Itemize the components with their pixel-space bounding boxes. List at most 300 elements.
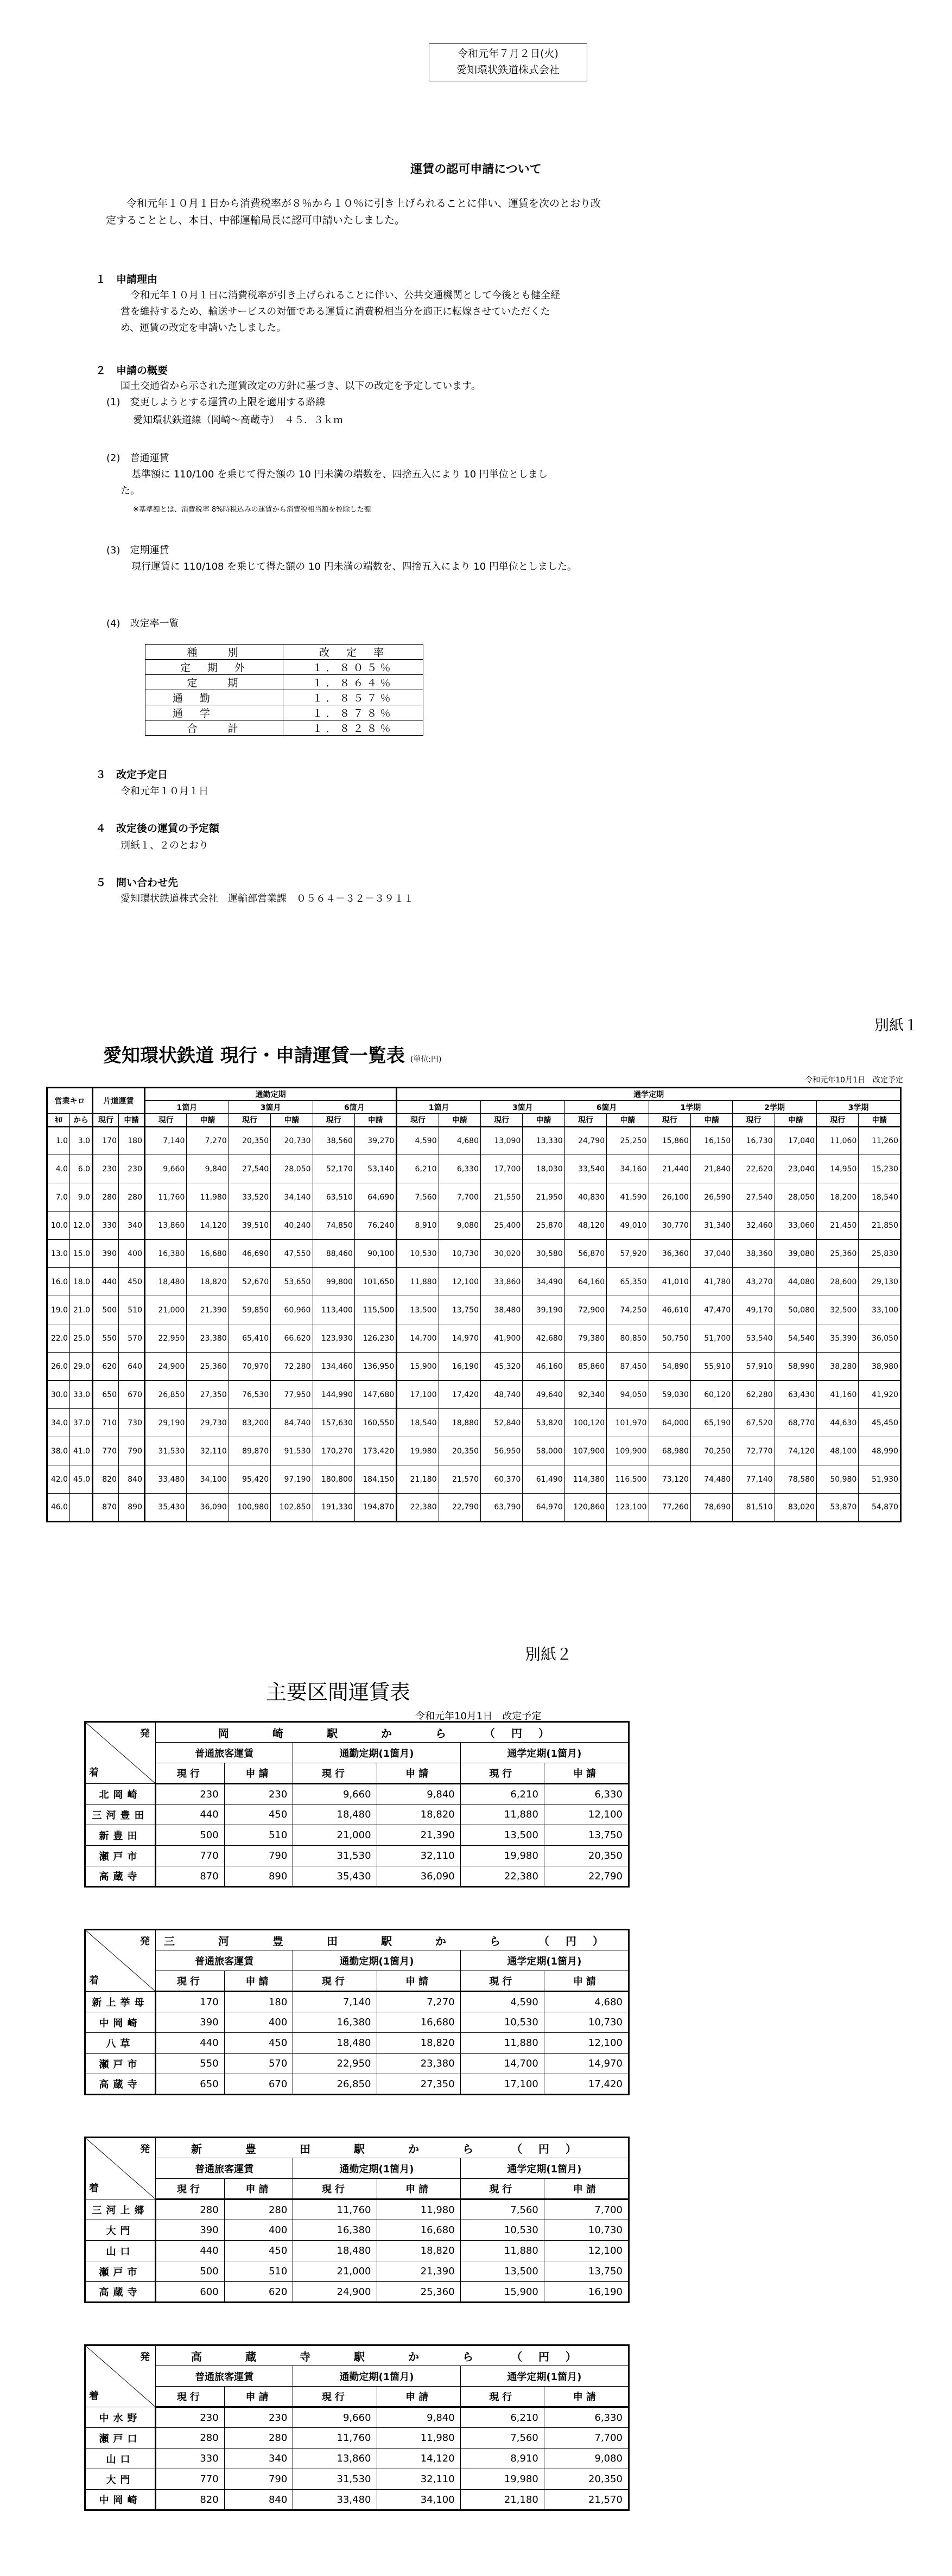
fare-cell: 78,690 xyxy=(690,1494,732,1522)
fare-cell: 510 xyxy=(224,2261,293,2282)
fare-cell: 160,550 xyxy=(354,1409,396,1437)
km-header: 営業キロ xyxy=(47,1088,93,1114)
fare-cell: 21,390 xyxy=(377,2261,460,2282)
fare-row xyxy=(47,1296,901,1324)
fare-cell: 14,970 xyxy=(544,2054,629,2074)
current-header: 現行 xyxy=(156,1763,225,1784)
fare-cell: 57,910 xyxy=(733,1353,775,1381)
fare-subheader-row xyxy=(47,1114,901,1127)
rate-row xyxy=(145,660,423,675)
applied-header: 申請 xyxy=(690,1114,732,1127)
fare-cell: 31,340 xyxy=(690,1212,732,1240)
station-header-row xyxy=(85,2345,629,2366)
fare-cell: 670 xyxy=(224,2074,293,2095)
intro-paragraph xyxy=(106,195,611,229)
current-header: 現行 xyxy=(397,1114,439,1127)
fare-cell: 53,140 xyxy=(354,1155,396,1183)
fare-cell: 7,560 xyxy=(460,2428,544,2449)
fare-cell: 65,350 xyxy=(607,1268,649,1296)
fare-cell: 21,000 xyxy=(293,1825,377,1846)
fare-cell: 790 xyxy=(224,2469,293,2490)
station-header: 三 河 豊 田 駅 か ら （円） xyxy=(156,1930,629,1950)
fare-cell: 74,120 xyxy=(775,1437,816,1465)
fare-cell: 51,700 xyxy=(690,1324,732,1353)
fare-cell: 29,730 xyxy=(187,1409,229,1437)
fare-row xyxy=(47,1353,901,1381)
fare-cell: 107,900 xyxy=(564,1437,606,1465)
fare-cell: 46.0 xyxy=(47,1494,70,1522)
rate-row xyxy=(145,705,423,720)
fare-cell: 9,840 xyxy=(377,1784,460,1805)
fare-cell: 41,780 xyxy=(690,1268,732,1296)
fare-cell: 4.0 xyxy=(47,1155,70,1183)
current-header: 現行 xyxy=(481,1114,523,1127)
fare-cell: 97,190 xyxy=(271,1465,313,1494)
fare-cell: 52,170 xyxy=(313,1155,354,1183)
fare-cell: 147,680 xyxy=(354,1381,396,1409)
station-name: 新豊田 xyxy=(85,1825,156,1846)
fare-cell: 230 xyxy=(224,2407,293,2428)
sec2-p1-heading: (1) 変更しようとする運賃の上限を適用する路線 xyxy=(106,397,326,408)
rate-value: １．８７８％ xyxy=(283,705,423,720)
fare-cell: 28,050 xyxy=(775,1183,816,1212)
fare-cell: 10,730 xyxy=(544,2220,629,2241)
fare-cell: 90,100 xyxy=(354,1240,396,1268)
fare-cell: 7,700 xyxy=(439,1183,480,1212)
station-name: 山口 xyxy=(85,2241,156,2261)
current-header: 現行 xyxy=(733,1114,775,1127)
fare-cell: 70,970 xyxy=(229,1353,270,1381)
attachment1-title xyxy=(103,1041,441,1067)
fare-cell: 19,980 xyxy=(460,2469,544,2490)
fare-cell: 11,980 xyxy=(377,2428,460,2449)
school-period: 3箇月 xyxy=(481,1101,565,1114)
fare-cell: 58,990 xyxy=(775,1353,816,1381)
fare-cell: 53,870 xyxy=(817,1494,859,1522)
fare-cell: 670 xyxy=(119,1381,145,1409)
fare-cell: 13.0 xyxy=(47,1240,70,1268)
fare-cell: 620 xyxy=(93,1353,119,1381)
fare-cell: 280 xyxy=(119,1183,145,1212)
fare-row xyxy=(47,1465,901,1494)
fare-cell: 6,210 xyxy=(397,1155,439,1183)
fare-cell: 770 xyxy=(156,2469,225,2490)
corner-cell xyxy=(85,2138,156,2199)
fare-cell: 390 xyxy=(93,1240,119,1268)
fare-cell: 20,350 xyxy=(544,1846,629,1866)
fare-cell: 48,740 xyxy=(481,1381,523,1409)
attachment2-title: 主要区間運賃表 xyxy=(266,1680,411,1704)
fare-cell: 10,530 xyxy=(460,2220,544,2241)
fare-cell: 9,660 xyxy=(293,2407,377,2428)
departure-label: 発 xyxy=(140,1936,150,1947)
fare-cell: 4,680 xyxy=(544,1992,629,2012)
fare-cell: 21,550 xyxy=(481,1183,523,1212)
fare-cell: 790 xyxy=(119,1437,145,1465)
fare-cell: 29,130 xyxy=(859,1268,901,1296)
station-row xyxy=(85,2282,629,2303)
fare-cell: 81,510 xyxy=(733,1494,775,1522)
fare-row xyxy=(47,1437,901,1465)
rate-label: 通 勤 xyxy=(145,690,283,705)
fare-cell: 64,160 xyxy=(564,1268,606,1296)
station-name: 瀬戸市 xyxy=(85,2054,156,2074)
fare-cell: 870 xyxy=(156,1866,225,1887)
fare-cell: 840 xyxy=(119,1465,145,1494)
subheader-row xyxy=(85,2387,629,2407)
fare-cell: 102,850 xyxy=(271,1494,313,1522)
fare-cell: 14,700 xyxy=(397,1324,439,1353)
fare-cell: 6,210 xyxy=(460,2407,544,2428)
fare-cell: 22,380 xyxy=(460,1866,544,1887)
fare-cell: 33.0 xyxy=(70,1381,93,1409)
fare-cell: 15,900 xyxy=(397,1353,439,1381)
fare-cell: 27,540 xyxy=(733,1183,775,1212)
fare-cell: 31,530 xyxy=(145,1437,187,1465)
fare-cell: 74,480 xyxy=(690,1465,732,1494)
fare-cell: 50,080 xyxy=(775,1296,816,1324)
rate-value: １．８６４％ xyxy=(283,675,423,690)
fare-cell: 12,100 xyxy=(544,2033,629,2054)
fare-cell: 23,380 xyxy=(377,2054,460,2074)
station-row xyxy=(85,2012,629,2033)
sec1-heading: １ 申請理由 xyxy=(96,273,158,285)
fare-cell: 20,350 xyxy=(229,1127,270,1155)
fare-cell: 49,170 xyxy=(733,1296,775,1324)
fare-cell: 12,100 xyxy=(544,2241,629,2261)
station-row xyxy=(85,1866,629,1887)
applied-header: 申請 xyxy=(119,1114,145,1127)
applied-header: 申請 xyxy=(439,1114,480,1127)
commute-period: 1箇月 xyxy=(145,1101,229,1114)
fare-cell: 44,080 xyxy=(775,1268,816,1296)
fare-cell: 11,760 xyxy=(145,1183,187,1212)
fare-cell: 77,260 xyxy=(649,1494,690,1522)
fare-cell: 7,560 xyxy=(397,1183,439,1212)
fare-cell: 25,360 xyxy=(817,1240,859,1268)
fare-cell: 35,430 xyxy=(145,1494,187,1522)
fare-cell: 570 xyxy=(119,1324,145,1353)
fare-cell: 500 xyxy=(156,2261,225,2282)
fare-cell: 18,540 xyxy=(859,1183,901,1212)
fare-cell: 88,460 xyxy=(313,1240,354,1268)
fare-cell: 76,240 xyxy=(354,1212,396,1240)
fare-cell: 41.0 xyxy=(70,1437,93,1465)
fare-cell: 7,140 xyxy=(145,1127,187,1155)
fare-cell: 40,830 xyxy=(564,1183,606,1212)
fare-cell: 30,580 xyxy=(523,1240,564,1268)
station-name: 瀬戸市 xyxy=(85,2261,156,2282)
fare-cell: 52,670 xyxy=(229,1268,270,1296)
fare-cell: 38,480 xyxy=(481,1296,523,1324)
fare-row xyxy=(47,1240,901,1268)
fare-cell: 33,860 xyxy=(481,1268,523,1296)
current-header: 現行 xyxy=(293,1763,377,1784)
current-header: 現行 xyxy=(649,1114,690,1127)
fare-cell: 9.0 xyxy=(70,1183,93,1212)
category-row xyxy=(85,1743,629,1763)
current-header: 現行 xyxy=(293,2387,377,2407)
current-header: 現行 xyxy=(460,1971,544,1992)
fare-cell: 63,790 xyxy=(481,1494,523,1522)
station-header-row xyxy=(85,1930,629,1950)
ordinary-fare-header: 普通旅客運賃 xyxy=(156,2366,293,2387)
applied-header: 申請 xyxy=(377,2387,460,2407)
school-period: 1箇月 xyxy=(397,1101,481,1114)
subheader-row xyxy=(85,1763,629,1784)
rate-row xyxy=(145,675,423,690)
fare-cell: 101,650 xyxy=(354,1268,396,1296)
fare-cell: 56,950 xyxy=(481,1437,523,1465)
fare-cell: 25,360 xyxy=(377,2282,460,2303)
fare-cell: 41,920 xyxy=(859,1381,901,1409)
fare-cell: 21,850 xyxy=(859,1212,901,1240)
fare-cell: 6.0 xyxy=(70,1155,93,1183)
fare-cell: 21,950 xyxy=(523,1183,564,1212)
fare-cell: 77,950 xyxy=(271,1381,313,1409)
fare-cell: 6,330 xyxy=(544,2407,629,2428)
fare-cell: 74,250 xyxy=(607,1296,649,1324)
fare-cell: 51,930 xyxy=(859,1465,901,1494)
fare-cell: 9,660 xyxy=(293,1784,377,1805)
station-header: 高 蔵 寺 駅 か ら （円） xyxy=(156,2345,629,2366)
fare-cell: 33,480 xyxy=(293,2490,377,2510)
fare-cell: 18,480 xyxy=(293,2033,377,2054)
fare-cell: 180 xyxy=(224,1992,293,2012)
fare-cell: 27,350 xyxy=(187,1381,229,1409)
fare-cell: 25,400 xyxy=(481,1212,523,1240)
fare-cell: 18.0 xyxy=(70,1268,93,1296)
fare-cell: 35,430 xyxy=(293,1866,377,1887)
fare-cell: 770 xyxy=(93,1437,119,1465)
station-row xyxy=(85,1825,629,1846)
fare-cell: 9,840 xyxy=(187,1155,229,1183)
fare-cell: 39,270 xyxy=(354,1127,396,1155)
commute-period: 3箇月 xyxy=(229,1101,313,1114)
fare-cell: 440 xyxy=(156,2241,225,2261)
fare-cell: 21,000 xyxy=(293,2261,377,2282)
header-company: 愛知環状鉄道株式会社 xyxy=(456,64,560,76)
fare-cell: 280 xyxy=(156,2428,225,2449)
fare-cell: 64,690 xyxy=(354,1183,396,1212)
station-row xyxy=(85,1805,629,1825)
fare-cell: 38.0 xyxy=(47,1437,70,1465)
fare-cell: 16,680 xyxy=(187,1240,229,1268)
station-row xyxy=(85,2054,629,2074)
station-header-row xyxy=(85,2138,629,2158)
fare-cell: 390 xyxy=(156,2012,225,2033)
fare-cell: 57,920 xyxy=(607,1240,649,1268)
fare-cell: 76,530 xyxy=(229,1381,270,1409)
fare-cell: 11,060 xyxy=(817,1127,859,1155)
station-name: 北岡崎 xyxy=(85,1784,156,1805)
fare-cell: 60,960 xyxy=(271,1296,313,1324)
fare-cell: 30.0 xyxy=(47,1381,70,1409)
rate-label: 通 学 xyxy=(145,705,283,720)
fare-cell: 53,820 xyxy=(523,1409,564,1437)
departure-label: 発 xyxy=(140,1728,150,1739)
fare-cell: 34.0 xyxy=(47,1409,70,1437)
fare-cell: 26,590 xyxy=(690,1183,732,1212)
fare-cell: 42,680 xyxy=(523,1324,564,1353)
fare-cell: 330 xyxy=(156,2449,225,2469)
corner-cell xyxy=(85,1722,156,1784)
station-row xyxy=(85,2261,629,2282)
commute-pass-header: 通勤定期(1箇月) xyxy=(293,2366,460,2387)
applied-header: 申請 xyxy=(377,1763,460,1784)
sec1-body-text: 令和元年１０月１日に消費税率が引き上げられることに伴い、公共交通機関として今後とも健全経営を維持するため、輸送サービスの対価である運賃に消費税相当分を適正に転嫁させていただくため、運賃の改定を申請いたしました。 xyxy=(120,290,560,334)
fare-cell: 25,830 xyxy=(859,1240,901,1268)
fare-cell: 13,500 xyxy=(460,2261,544,2282)
fare-cell: 72,280 xyxy=(271,1353,313,1381)
fare-cell: 123,930 xyxy=(313,1324,354,1353)
applied-header: 申請 xyxy=(224,2387,293,2407)
fare-cell: 54,540 xyxy=(775,1324,816,1353)
fare-cell: 19,980 xyxy=(397,1437,439,1465)
fare-cell: 24,900 xyxy=(293,2282,377,2303)
applied-header: 申請 xyxy=(523,1114,564,1127)
rate-label: 合 計 xyxy=(145,720,283,736)
fare-cell: 550 xyxy=(93,1324,119,1353)
fare-cell: 41,590 xyxy=(607,1183,649,1212)
fare-cell: 11,880 xyxy=(460,2033,544,2054)
fare-cell: 37,040 xyxy=(690,1240,732,1268)
fare-cell: 30,770 xyxy=(649,1212,690,1240)
station-row xyxy=(85,2220,629,2241)
school-pass-header: 通学定期(1箇月) xyxy=(460,2366,629,2387)
fare-cell: 6,330 xyxy=(544,1784,629,1805)
applied-header: 申請 xyxy=(271,1114,313,1127)
fare-cell: 38,560 xyxy=(313,1127,354,1155)
station-row xyxy=(85,1846,629,1866)
fare-cell: 13,860 xyxy=(293,2449,377,2469)
fare-cell: 280 xyxy=(224,2428,293,2449)
fare-cell: 34,100 xyxy=(377,2490,460,2510)
fare-cell: 17,040 xyxy=(775,1127,816,1155)
fare-cell: 18,480 xyxy=(293,2241,377,2261)
fare-cell: 7,560 xyxy=(460,2199,544,2220)
station-name: 中岡崎 xyxy=(85,2490,156,2510)
rate-table xyxy=(145,644,423,736)
fare-cell: 109,900 xyxy=(607,1437,649,1465)
fare-cell: 14,950 xyxy=(817,1155,859,1183)
fare-cell: 7,270 xyxy=(187,1127,229,1155)
arrival-label: 着 xyxy=(89,2390,99,2402)
station-name: 新上挙母 xyxy=(85,1992,156,2012)
fare-cell: 570 xyxy=(224,2054,293,2074)
fare-cell: 34,100 xyxy=(187,1465,229,1494)
attachment1-date: 令和元年10月1日 改定予定 xyxy=(805,1076,903,1085)
fare-cell: 45,320 xyxy=(481,1353,523,1381)
fare-period-row xyxy=(47,1101,901,1114)
intro-text: 令和元年１０月１日から消費税率が８％から１０％に引き上げられることに伴い、運賃を次のとおり改定することとし、本日、中部運輸局長に認可申請いたしました。 xyxy=(106,197,601,226)
attachment1-unit: (単位:円) xyxy=(410,1055,442,1064)
fare-cell: 33,520 xyxy=(229,1183,270,1212)
fare-row xyxy=(47,1155,901,1183)
fare-cell: 340 xyxy=(119,1212,145,1240)
fare-cell: 66,620 xyxy=(271,1324,313,1353)
sec4-body: 別紙１、２のとおり xyxy=(120,840,208,851)
fare-cell: 46,690 xyxy=(229,1240,270,1268)
fare-cell: 20,730 xyxy=(271,1127,313,1155)
fare-cell: 13,860 xyxy=(145,1212,187,1240)
fare-cell: 73,120 xyxy=(649,1465,690,1494)
fare-cell xyxy=(70,1494,93,1522)
fare-cell: 157,630 xyxy=(313,1409,354,1437)
sec3-body: 令和元年１０月１日 xyxy=(120,786,208,797)
section-fare-table xyxy=(84,2344,630,2511)
fare-cell: 170 xyxy=(93,1127,119,1155)
category-row xyxy=(85,1950,629,1971)
fare-cell: 280 xyxy=(93,1183,119,1212)
rate-header-rate: 改 定 率 xyxy=(283,645,423,660)
fare-cell: 56,870 xyxy=(564,1240,606,1268)
fare-cell: 60,370 xyxy=(481,1465,523,1494)
station-row xyxy=(85,2407,629,2428)
fare-cell: 64,970 xyxy=(523,1494,564,1522)
fare-cell: 890 xyxy=(224,1866,293,1887)
fare-cell: 49,010 xyxy=(607,1212,649,1240)
fare-cell: 8,910 xyxy=(397,1212,439,1240)
fare-cell: 770 xyxy=(156,1846,225,1866)
fare-cell: 100,980 xyxy=(229,1494,270,1522)
fare-cell: 11,880 xyxy=(397,1268,439,1296)
fare-cell: 9,080 xyxy=(544,2449,629,2469)
station-name: 山口 xyxy=(85,2449,156,2469)
fare-cell: 50,750 xyxy=(649,1324,690,1353)
fare-cell: 32,110 xyxy=(187,1437,229,1465)
fare-cell: 16,190 xyxy=(439,1353,480,1381)
fare-cell: 180 xyxy=(119,1127,145,1155)
fare-cell: 50,980 xyxy=(817,1465,859,1494)
fare-cell: 340 xyxy=(224,2449,293,2469)
fare-cell: 730 xyxy=(119,1409,145,1437)
school-period: 2学期 xyxy=(733,1101,817,1114)
fare-cell: 12,100 xyxy=(544,1805,629,1825)
arrival-label: 着 xyxy=(89,1767,99,1778)
fare-cell: 191,330 xyxy=(313,1494,354,1522)
fare-cell: 400 xyxy=(224,2220,293,2241)
fare-cell: 13,090 xyxy=(481,1127,523,1155)
fare-cell: 19.0 xyxy=(47,1296,70,1324)
fare-table xyxy=(46,1087,902,1522)
fare-cell: 710 xyxy=(93,1409,119,1437)
current-header: 現行 xyxy=(156,2179,225,2199)
fare-cell: 25,360 xyxy=(187,1353,229,1381)
fare-cell: 15,860 xyxy=(649,1127,690,1155)
fare-cell: 18,820 xyxy=(377,2033,460,2054)
subheader-row xyxy=(85,1971,629,1992)
current-header: 現行 xyxy=(564,1114,606,1127)
station-name: 瀬戸口 xyxy=(85,2428,156,2449)
current-header: 現行 xyxy=(293,1971,377,1992)
fare-cell: 36,090 xyxy=(187,1494,229,1522)
fare-cell: 8,910 xyxy=(460,2449,544,2469)
school-pass-header: 通学定期(1箇月) xyxy=(460,1950,629,1971)
fare-cell: 36,050 xyxy=(859,1324,901,1353)
fare-cell: 21,450 xyxy=(817,1212,859,1240)
section-fare-table xyxy=(84,1721,630,1888)
ordinary-fare-header: 普通旅客運賃 xyxy=(156,1743,293,1763)
fare-row xyxy=(47,1212,901,1240)
fare-cell: 72,770 xyxy=(733,1437,775,1465)
fare-cell: 65,190 xyxy=(690,1409,732,1437)
fare-cell: 650 xyxy=(156,2074,225,2095)
fare-cell: 41,160 xyxy=(817,1381,859,1409)
fare-cell: 64,000 xyxy=(649,1409,690,1437)
fare-cell: 101,970 xyxy=(607,1409,649,1437)
fare-cell: 820 xyxy=(93,1465,119,1494)
